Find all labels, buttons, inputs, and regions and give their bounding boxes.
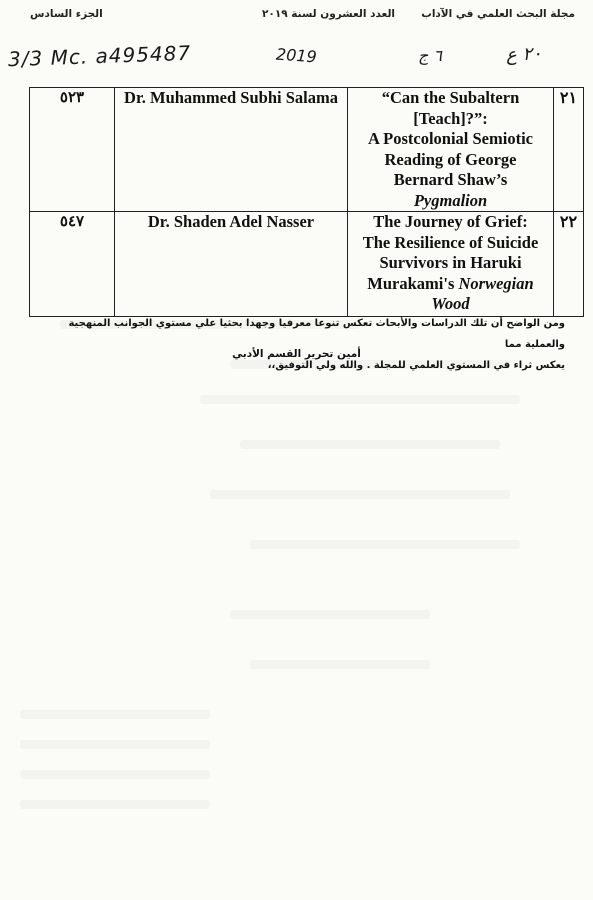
entry-page: ٥٤٧ [30,212,115,317]
title-line: [Teach]?”: [413,108,488,128]
title-line: Bernard Shaw’s [393,170,508,189]
title-line: A Postcolonial Semiotic [368,129,533,148]
title-text: Murakami's [367,273,455,293]
issue-info: العدد العشرون لسنة ٢٠١٩ [262,8,395,20]
title-line-italic: Pygmalion [413,190,488,210]
entry-title [348,212,554,317]
title-line: Survivors in Haruki [379,253,522,272]
handwritten-number: ٢٠ ع [505,43,543,66]
show-through-background [0,300,593,900]
title-line-italic: Wood [431,294,470,313]
closing-line: ومن الواضح أن تلك الدراسات والأبحاث تعكس تنوعا معرفيا وجهدا بحثيا علي مستوي الجوانب المنهجية والعملية مما [68,318,565,350]
title-line: Reading of George [384,149,517,169]
title-line: The Resilience of Suicide [362,232,539,252]
table-row [30,212,584,317]
title-line: The Journey of Grief: [373,212,528,231]
entry-author: Dr. Shaden Adel Nasser [115,212,348,317]
closing-paragraph [30,313,565,376]
handwritten-reference: 3/3 Mc. a495487 [7,40,192,72]
closing-line: يعكس ثراء في المستوي العلمي للمجلة . والله ولي التوفيق،، [267,360,565,371]
entry-title [348,88,554,212]
part-info: الجزء السادس [30,8,103,20]
entry-number: ٢١ [554,88,584,212]
entry-number: ٢٢ [554,212,584,317]
handwritten-part: ٦ ج [418,46,443,65]
handwritten-year: 2019 [275,44,318,67]
contents-table [29,87,584,317]
title-line-mixed [348,274,553,295]
page-header [30,8,575,26]
editor-signature: أمين تحرير القسم الأدبي [232,348,361,360]
journal-title: مجلة البحث العلمي في الآداب [421,8,575,20]
entry-author: Dr. Muhammed Subhi Salama [115,88,348,212]
title-text-italic: Norwegian [458,273,534,293]
title-line: “Can the Subaltern [381,88,520,107]
table-row [30,88,584,212]
entry-page: ٥٢٣ [30,88,115,212]
handwritten-annotation [7,40,583,74]
